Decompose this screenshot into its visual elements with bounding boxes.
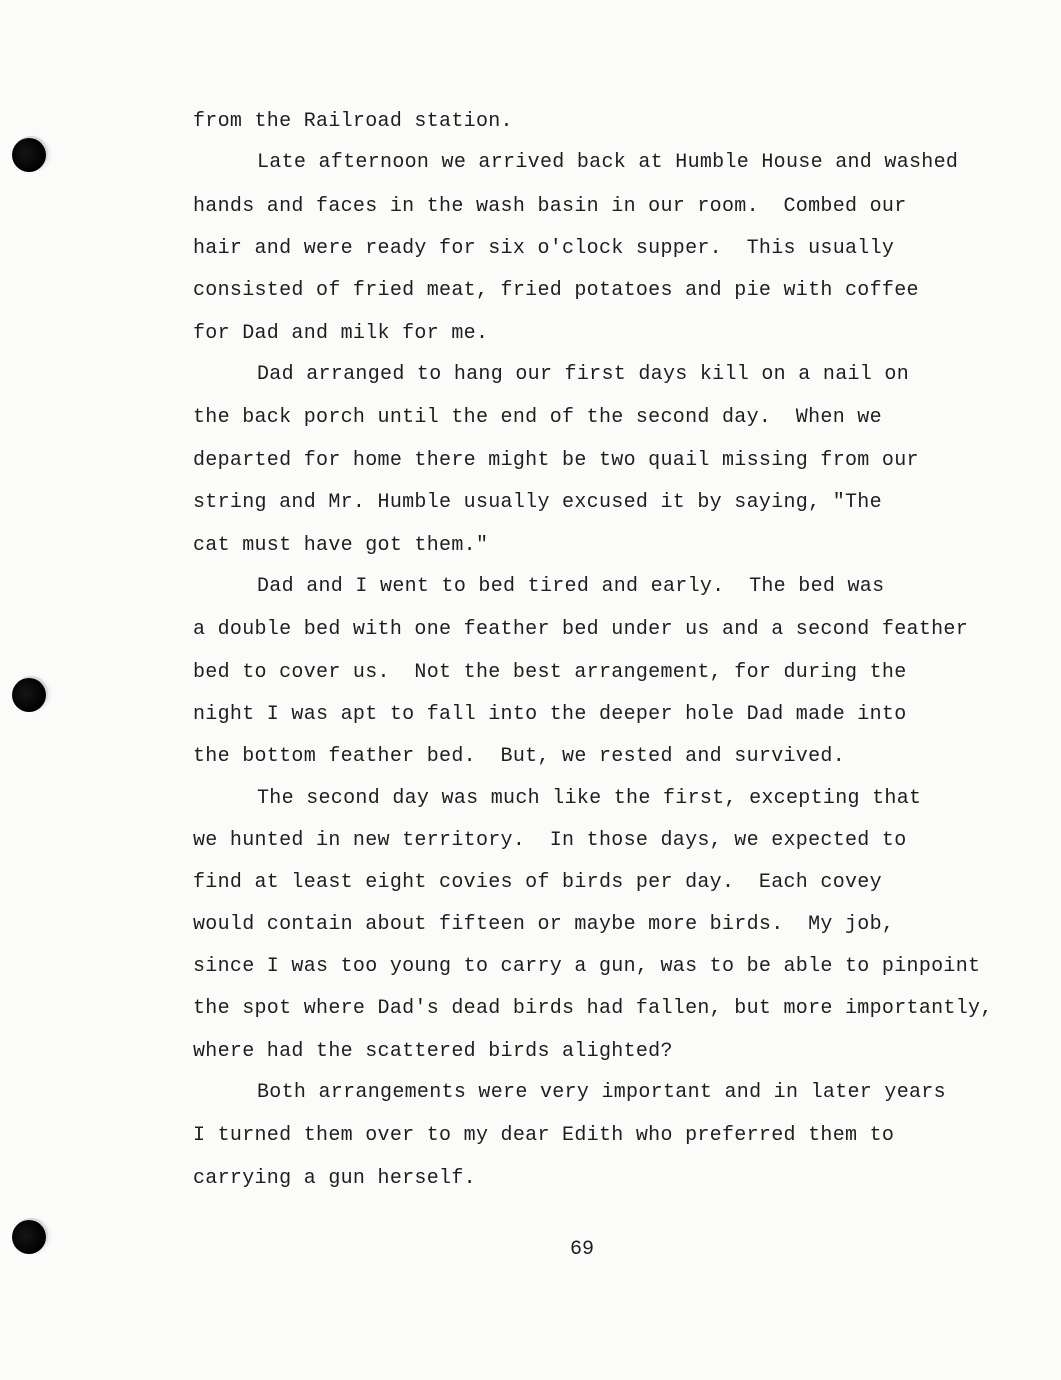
text-line: would contain about fifteen or maybe more birds. My job, xyxy=(193,913,895,936)
text-line: hands and faces in the wash basin in our room. Combed our xyxy=(193,195,907,218)
text-line: cat must have got them." xyxy=(193,534,489,557)
binder-hole-bottom xyxy=(12,1220,46,1254)
text-line: since I was too young to carry a gun, was to be able to pinpoint xyxy=(193,955,981,978)
text-line: for Dad and milk for me. xyxy=(193,322,489,345)
text-line: The second day was much like the first, excepting that xyxy=(257,787,922,810)
text-line: Late afternoon we arrived back at Humble House and washed xyxy=(257,151,959,174)
text-line: carrying a gun herself. xyxy=(193,1167,476,1190)
text-line: string and Mr. Humble usually excused it by saying, "The xyxy=(193,491,882,514)
binder-hole-top xyxy=(12,138,46,172)
text-line: the back porch until the end of the second day. When we xyxy=(193,406,882,429)
text-line: we hunted in new territory. In those days, we expected to xyxy=(193,829,907,852)
text-line: departed for home there might be two quail missing from our xyxy=(193,449,919,472)
text-line: Both arrangements were very important and in later years xyxy=(257,1081,946,1104)
text-line: consisted of fried meat, fried potatoes and pie with coffee xyxy=(193,279,919,302)
text-line: Dad and I went to bed tired and early. The bed was xyxy=(257,575,885,598)
text-line: the spot where Dad's dead birds had fallen, but more importantly, xyxy=(193,997,993,1020)
text-line: Dad arranged to hang our first days kill on a nail on xyxy=(257,363,910,386)
page-number: 69 xyxy=(570,1238,595,1261)
text-line: I turned them over to my dear Edith who preferred them to xyxy=(193,1124,895,1147)
text-line: from the Railroad station. xyxy=(193,110,513,133)
text-line: hair and were ready for six o'clock supper. This usually xyxy=(193,237,895,260)
text-line: bed to cover us. Not the best arrangement, for during the xyxy=(193,661,907,684)
text-line: the bottom feather bed. But, we rested and survived. xyxy=(193,745,846,768)
text-line: a double bed with one feather bed under us and a second feather xyxy=(193,618,969,641)
binder-hole-middle xyxy=(12,678,46,712)
text-line: where had the scattered birds alighted? xyxy=(193,1040,673,1063)
text-line: night I was apt to fall into the deeper hole Dad made into xyxy=(193,703,907,726)
text-line: find at least eight covies of birds per day. Each covey xyxy=(193,871,882,894)
